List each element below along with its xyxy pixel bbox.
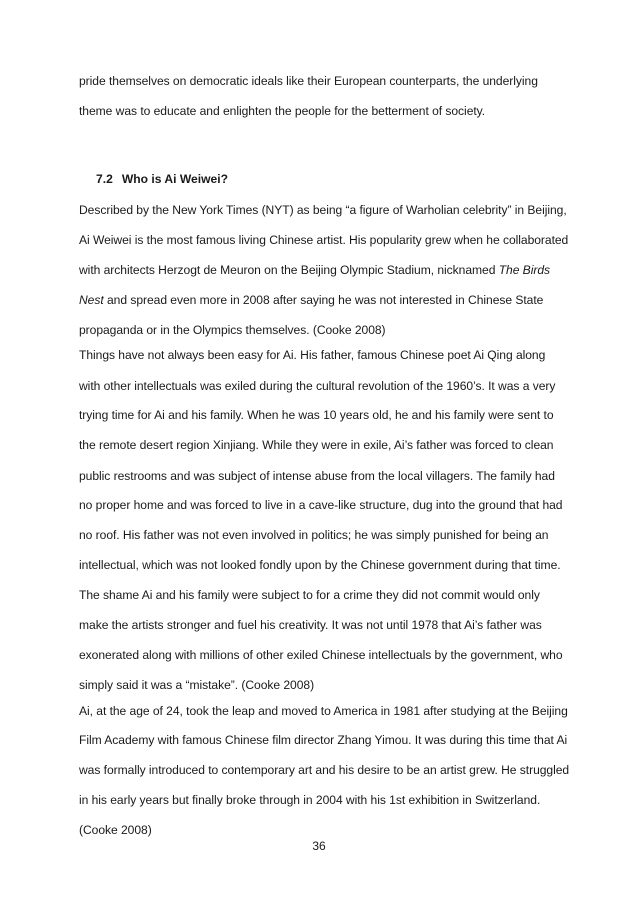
- paragraph-line: intellectual, which was not looked fondly upon by the Chinese government during that time.: [79, 557, 561, 572]
- section-heading: [96, 171, 228, 187]
- paragraph-text: with architects Herzogt de Meuron on the Beijing Olympic Stadium, nicknamed: [79, 263, 499, 278]
- continuation-line: pride themselves on democratic ideals like their European counterparts, the underlying: [79, 74, 538, 88]
- paragraph-line: trying time for Ai and his family. When he was 10 years old, he and his family were sent to: [79, 408, 554, 423]
- paragraph-line: propaganda or in the Olympics themselves. (Cooke 2008): [79, 322, 386, 337]
- paragraph-line: exonerated along with millions of other exiled Chinese intellectuals by the government, who: [79, 647, 563, 662]
- paragraph-line: simply said it was a “mistake”. (Cooke 2008): [79, 677, 315, 692]
- italic-title: Nest: [79, 293, 104, 308]
- paragraph-line: in his early years but finally broke through in 2004 with his 1st exhibition in Switzerland.: [79, 792, 541, 807]
- paragraph-line: [79, 262, 550, 278]
- section-number: 7.2: [96, 172, 113, 187]
- italic-title: The Birds: [498, 263, 550, 278]
- paragraph-line: public restrooms and was subject of intense abuse from the local villagers. The family had: [79, 468, 555, 483]
- paragraph-line: Ai Weiwei is the most famous living Chinese artist. His popularity grew when he collaborated: [79, 232, 569, 247]
- paragraph-line: (Cooke 2008): [79, 823, 152, 837]
- paragraph-line: the remote desert region Xinjiang. While they were in exile, Ai’s father was forced to clean: [79, 438, 554, 453]
- paragraph-line: was formally introduced to contemporary art and his desire to be an artist grew. He struggled: [79, 763, 570, 778]
- section-title: Who is Ai Weiwei?: [121, 172, 228, 187]
- paragraph-line: Described by the New York Times (NYT) as being “a figure of Warholian celebrity” in Beijing,: [79, 203, 567, 218]
- paragraph-line: Ai, at the age of 24, took the leap and moved to America in 1981 after studying at the Beijing: [79, 703, 568, 718]
- continuation-line: theme was to educate and enlighten the people for the betterment of society.: [79, 104, 486, 119]
- paragraph-line: with other intellectuals was exiled during the cultural revolution of the 1960’s. It was a very: [79, 378, 556, 393]
- paragraph-line: The shame Ai and his family were subject to for a crime they did not commit would only: [79, 588, 540, 603]
- paragraph-line: [79, 292, 543, 308]
- page-number: 36: [312, 839, 326, 853]
- paragraph-line: no roof. His father was not even involved in politics; he was simply punished for being an: [79, 528, 549, 543]
- paragraph-line: make the artists stronger and fuel his creativity. It was not until 1978 that Ai’s father was: [79, 618, 542, 633]
- paragraph-line: Film Academy with famous Chinese film director Zhang Yimou. It was during this time that Ai: [79, 733, 568, 748]
- paragraph-text: and spread even more in 2008 after saying he was not interested in Chinese State: [103, 293, 544, 308]
- paragraph-line: no proper home and was forced to live in a cave-like structure, dug into the ground that had: [79, 498, 563, 513]
- paragraph-line: Things have not always been easy for Ai. His father, famous Chinese poet Ai Qing along: [79, 348, 546, 363]
